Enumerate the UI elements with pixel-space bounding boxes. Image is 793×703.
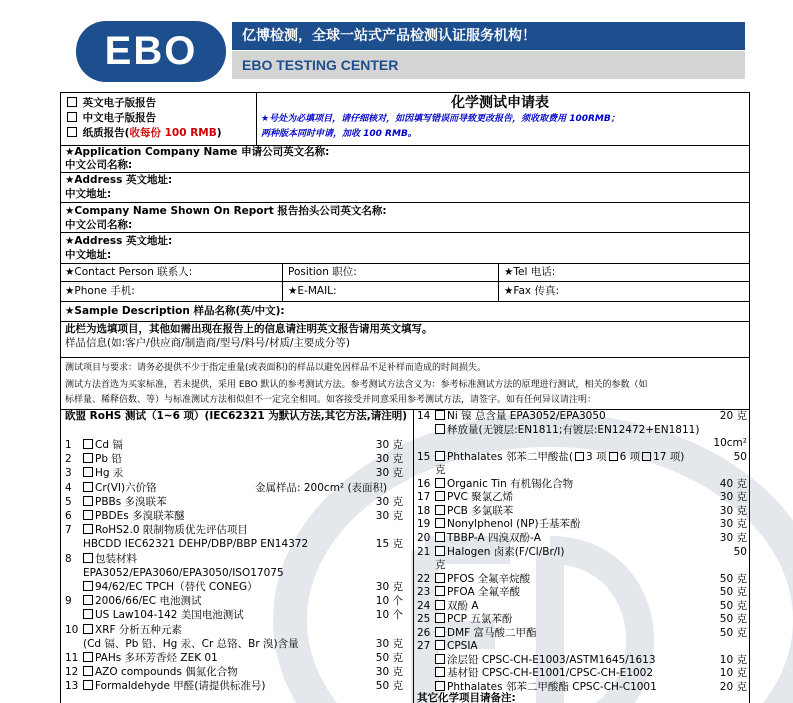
checkbox-icon[interactable] [83,609,93,619]
item-quantity: 40 克 [719,477,747,490]
item-quantity: 50 克 [719,586,747,599]
item-quantity: 20 克 [719,410,747,422]
item-name: 涂层铅 CPSC-CH-E1003/ASTM1645/1613 [447,653,656,666]
item-quantity: 30 克 [375,637,403,650]
item-name: PBDEs 多溴联苯醚 [95,510,185,522]
item-name: 基材铅 CPSC-CH-E1001/CPSC-CH-E1002 [447,667,654,680]
checkbox-icon[interactable] [83,595,93,605]
logo-text: EBO [104,29,198,73]
item-name: 2006/66/EC 电池测试 [95,595,202,608]
checkbox-icon[interactable] [67,112,77,122]
item-number: 19 [417,518,431,531]
checkbox-icon[interactable] [435,424,445,434]
checkbox-icon[interactable] [435,640,445,650]
notice-both-versions: 两种版本同时申请，加收 100 RMB。 [261,129,417,139]
banner-slogan: 亿博检测，全球一站式产品检测认证服务机构！ [232,22,745,50]
chemical-test-application-form [60,92,750,703]
item-number: 12 [65,666,79,679]
item-name: 克 [435,559,446,572]
sample-description-label: ★Sample Description 样品名称(英/中文): [65,305,285,317]
item-name: US Law104-142 美国电池测试 [95,609,244,622]
checkbox-icon[interactable] [435,410,445,420]
item-name: PFOA 全氟辛酸 [447,586,520,599]
checkbox-icon[interactable] [575,452,584,461]
item-number: 2 [65,453,72,466]
item-number: 4 [65,481,72,494]
item-number: 22 [417,572,431,585]
item-quantity: 50 克 [719,599,747,612]
checkbox-icon[interactable] [83,624,93,634]
item-name: Ni 镍 总含量 EPA3052/EPA3050 [447,410,606,422]
item-number: 17 [417,491,431,504]
item-name: PFOS 全氟辛烷酸 [447,572,531,585]
item-quantity: 50 [733,545,747,558]
item-quantity: 30 克 [375,666,403,679]
item-name: Phthalates 邻苯二甲酸盐( [447,450,574,463]
item-quantity: 30 克 [375,439,403,451]
checkbox-icon[interactable] [435,573,445,583]
item-number: 24 [417,599,431,612]
checkbox-icon[interactable] [83,496,93,506]
test-item-row[interactable] [65,623,403,637]
item-name: (Cd 镉、Pb 铅、Hg 汞、Cr 总铬、Br 溴)含量 [83,637,299,650]
checkbox-icon[interactable] [83,666,93,676]
item-quantity: 30 克 [719,491,747,504]
checkbox-icon[interactable] [435,505,445,515]
item-quantity: 10cm² [713,437,747,450]
item-quantity: 30 克 [719,531,747,544]
item-number: 6 [65,510,72,522]
applicant-company-cn-label: 中文公司名称: [65,159,133,171]
item-quantity: 50 克 [375,680,403,693]
item-name: Pb 铅 [95,453,122,466]
sample-info-label: 样品信息(如:客户/供应商/制造商/型号/料号/材质/主要成分等) [65,337,350,349]
checkbox-icon[interactable] [642,452,651,461]
checkbox-icon[interactable] [83,553,93,563]
checkbox-icon[interactable] [435,518,445,528]
item-quantity: 50 克 [719,613,747,626]
item-name: PBBs 多溴联苯 [95,495,167,508]
item-number: 10 [65,623,79,636]
item-quantity: 10 克 [719,653,747,666]
item-number: 1 [65,439,72,451]
item-name: DMF 富马酸二甲酯 [447,626,537,639]
item-name: Formaldehyde 甲醛(请提供标准号) [95,680,266,693]
requirement-text-1: 测试项目与要求：请务必提供不少于指定重量(或表面积)的样品以避免因样品不足补样而造成的时间损失。 [65,363,487,373]
item-name: 释放量(无镀层:EN1811;有镀层:EN12472+EN1811) [447,423,700,436]
checkbox-icon[interactable] [67,127,77,137]
item-number: 16 [417,477,431,490]
item-sample-note: 金属样品: 200cm² (表面积) [255,481,388,494]
test-item-row[interactable] [417,423,747,437]
item-number: 26 [417,626,431,639]
item-name: 94/62/EC TPCH（替代 CONEG） [95,581,258,593]
checkbox-icon[interactable] [83,581,93,591]
checkbox-icon[interactable] [609,452,618,461]
option-cn-electronic-report[interactable]: 中文电子版报告 [67,111,156,125]
item-number: 15 [417,450,431,463]
item-quantity: 50 克 [375,652,403,664]
phone-label: ★Phone 手机: [65,285,135,297]
item-number: 25 [417,613,431,626]
item-name: PCB 多氯联苯 [447,504,514,517]
applicant-company-en-label: ★Application Company Name 申请公司英文名称: [65,146,330,158]
item-name: RoHS2.0 限制物质优先评估项目 [95,524,248,537]
item-number: 14 [417,410,431,422]
checkbox-icon[interactable] [435,613,445,623]
item-name: CPSIA [447,640,478,653]
requirement-text-2: 测试方法首选为买家标准，若未提供，采用 EBO 默认的参考测试方法。参考测试方法含义为：参考标准测试方法的原理进行测试，相关的参数（如 [65,380,648,390]
checkbox-icon[interactable] [83,524,93,534]
checkbox-icon[interactable] [83,652,93,662]
test-item-row[interactable] [65,552,403,566]
checkbox-icon[interactable] [435,681,445,691]
report-company-en-label: ★Company Name Shown On Report 报告抬头公司英文名称: [65,205,387,217]
phthalate-option: 6 项 [619,450,641,463]
checkbox-icon[interactable] [435,532,445,542]
checkbox-icon[interactable] [83,453,93,463]
item-name: 克 [435,464,446,477]
item-number: 8 [65,552,72,565]
checkbox-icon[interactable] [83,482,93,492]
test-item-row[interactable] [417,463,747,477]
checkbox-icon[interactable] [435,667,445,677]
item-number: 13 [65,680,79,693]
item-quantity: 50 [733,450,747,463]
item-quantity: 10 个 [375,595,403,608]
item-name: 双酚 A [447,599,479,612]
item-quantity: 30 克 [719,518,747,531]
report-address-en-label: ★Address 英文地址: [65,235,173,247]
checkbox-icon[interactable] [435,654,445,664]
position-label: Position 职位: [288,266,357,278]
item-number: 9 [65,595,72,608]
fax-label: ★Fax 传真: [504,285,560,297]
item-name: Phthalates 邻苯二甲酸酯 CPSC-CH-C1001 [447,681,657,693]
item-quantity: 30 克 [375,510,403,522]
item-name: EPA3052/EPA3060/EPA3050/ISO17075 [83,566,284,579]
item-name: PVC 聚氯乙烯 [447,491,514,504]
test-item-row[interactable] [417,558,747,572]
item-quantity: 50 克 [719,626,747,639]
item-name: TBBP-A 四溴双酚-A [447,531,541,544]
item-name: 包装材料 [95,552,137,565]
item-name: PAHs 多环芳香烃 ZEK 01 [95,652,218,664]
checkbox-icon[interactable] [67,97,77,107]
checkbox-icon[interactable] [435,600,445,610]
item-name: HBCDD IEC62321 DEHP/DBP/BBP EN14372 [83,538,309,551]
phthalate-option: 17 项) [653,450,685,463]
report-company-cn-label: 中文公司名称: [65,219,133,231]
sample-note: 此栏为选填项目，其他如需出现在报告上的信息请注明英文报告请用英文填写。 [65,323,433,335]
notice-required-fields: ★号处为必填项目，请仔细核对，如因填写错误而导致更改报告，须收取费用 100RMB； [261,114,620,124]
item-name: PCP 五氯苯酚 [447,613,513,626]
contact-person-label: ★Contact Person 联系人: [65,266,193,278]
checkbox-icon[interactable] [83,680,93,690]
checkbox-icon[interactable] [435,627,445,637]
item-number: 18 [417,504,431,517]
item-number: 23 [417,586,431,599]
address-en-label: ★Address 英文地址: [65,174,173,186]
item-name: AZO compounds 偶氮化合物 [95,666,238,679]
item-quantity: 10 个 [375,609,403,622]
item-quantity: 30 克 [375,495,403,508]
item-name: Halogen 卤素(F/Cl/Br/I) [447,545,565,558]
item-number: 7 [65,524,72,537]
item-number: 3 [65,467,72,480]
item-name: Organic Tin 有机锡化合物 [447,477,574,490]
checkbox-icon[interactable] [83,510,93,520]
banner-company-name: EBO TESTING CENTER [232,51,745,79]
email-label: ★E-MAIL: [288,285,337,297]
item-quantity: 15 克 [375,538,403,551]
report-address-cn-label: 中文地址: [65,249,112,261]
item-name: XRF 分析五种元素 [95,623,182,636]
item-number: 20 [417,531,431,544]
item-quantity: 30 克 [375,467,403,480]
item-name: Hg 汞 [95,467,124,480]
item-name: Cd 镉 [95,439,123,451]
other-items-label: 其它化学项目请备注: [417,692,516,703]
item-quantity: 10 克 [719,667,747,680]
option-en-electronic-report[interactable]: 英文电子版报告 [67,96,156,110]
test-item-row[interactable] [65,481,403,495]
checkbox-icon[interactable] [83,467,93,477]
item-number: 5 [65,495,72,508]
checkbox-icon[interactable] [435,478,445,488]
checkbox-icon[interactable] [435,451,445,461]
checkbox-icon[interactable] [435,491,445,501]
item-quantity: 30 克 [375,453,403,466]
rohs-heading: 欧盟 RoHS 测试（1~6 项）(IEC62321 为默认方法,其它方法,请注明) [65,410,408,422]
form-title: 化学测试申请表 [451,95,549,111]
item-number: 11 [65,652,79,664]
item-name: Nonylphenol (NP)壬基苯酚 [447,518,581,531]
test-item-row[interactable] [65,566,403,580]
item-number: 21 [417,545,431,558]
address-cn-label: 中文地址: [65,188,112,200]
item-quantity: 50 克 [719,572,747,585]
ebo-logo [76,21,226,82]
item-name: Cr(VI)六价铬 [95,481,157,494]
checkbox-icon[interactable] [435,546,445,556]
phthalate-option: 3 项 [586,450,607,463]
test-item-row[interactable] [417,639,747,653]
item-quantity: 30 克 [375,581,403,593]
item-number: 27 [417,640,431,653]
item-quantity: 30 克 [719,504,747,517]
tel-label: ★Tel 电话: [504,266,556,278]
option-paper-report[interactable]: 纸质报告(收每份 100 RMB) [67,126,222,140]
checkbox-icon[interactable] [83,439,93,449]
requirement-text-3: 标样量、稀释倍数、等）与标准测试方法相似但不一定完全相同。如客接受并同意采用参考测试方法，请签字。如有任何异议请注明： [65,395,597,405]
checkbox-icon[interactable] [435,586,445,596]
item-quantity: 20 克 [719,681,747,693]
test-item-row[interactable] [65,523,403,537]
